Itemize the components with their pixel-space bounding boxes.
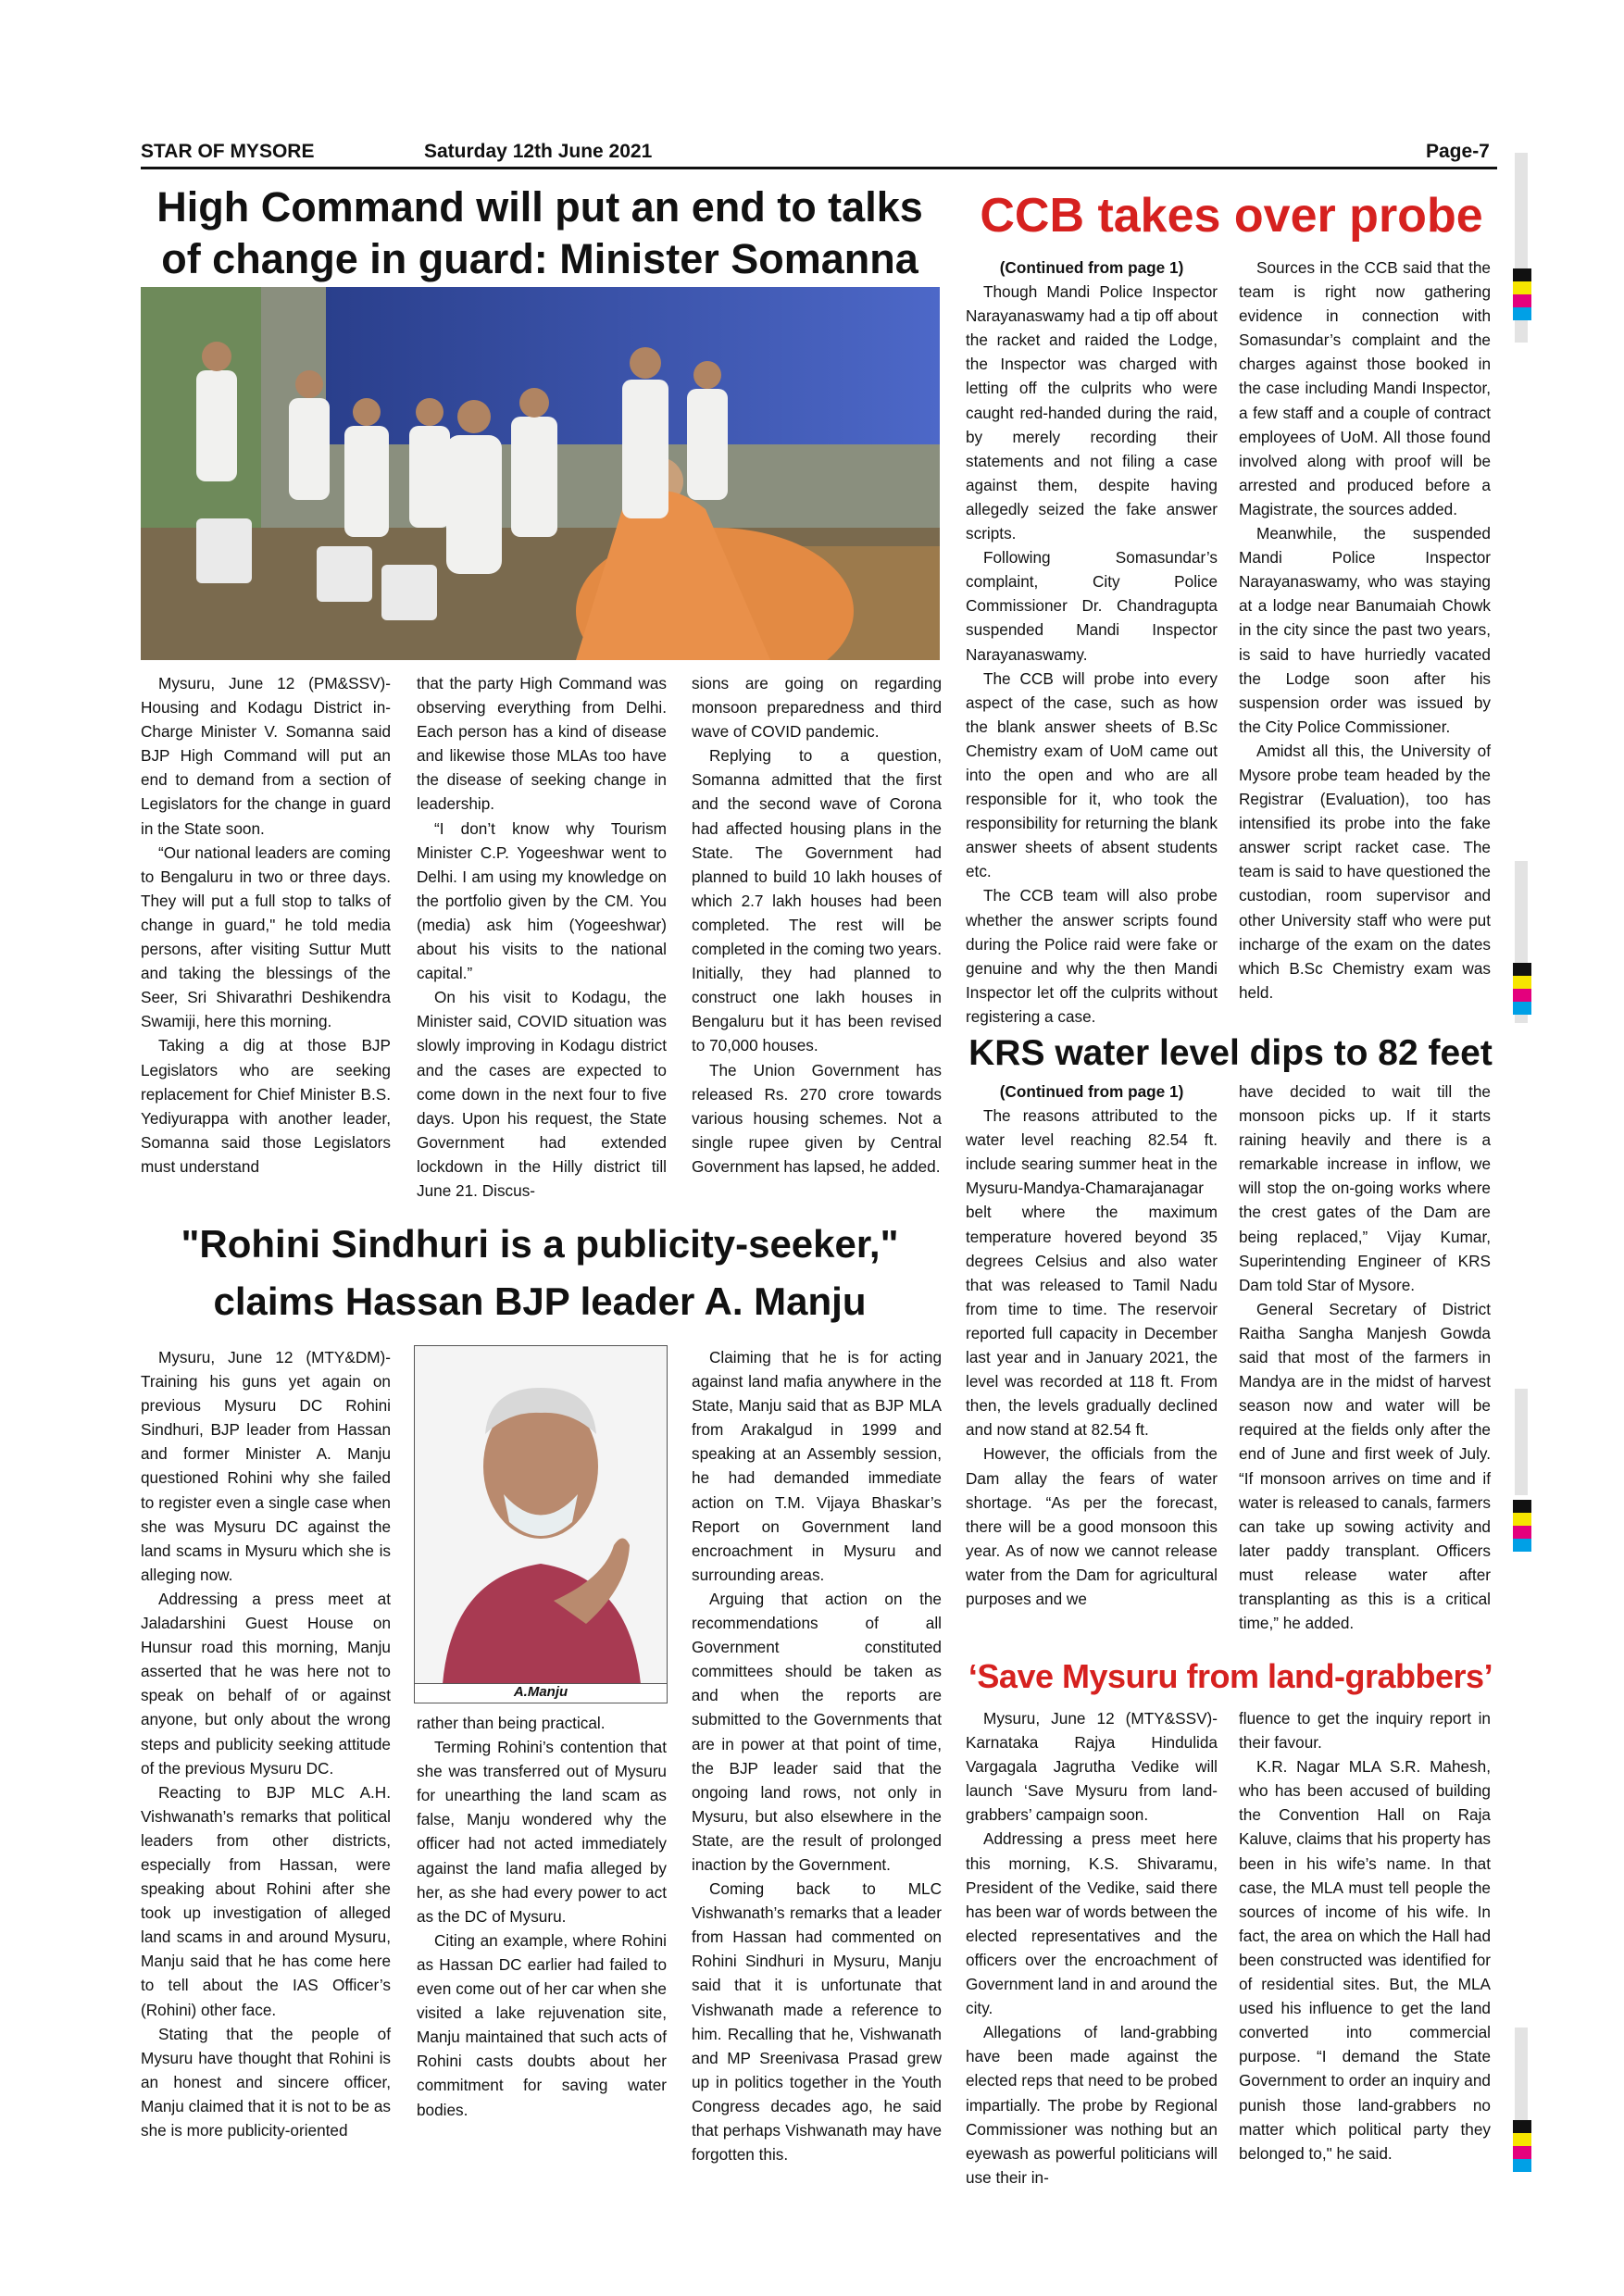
article4-column-1: Mysuru, June 12 (MTY&DM)- Training his guns yet again on previous Mysuru DC Rohini Sindhuri, BJP leader from Hassan and former Minister A. Manju questioned Rohini why she failed to register even a single case when she was Mysuru DC against the land scams in Mysuru which she is alleging now. Addressing a press meet at Jaladarshini Guest House on Hunsur road this morning, Manju asserted that he was here not to speak on behalf of or against anyone, but only about the wrong steps and publicity seeking attitude of the previous Mysuru DC. Reacting to BJP MLC A.H. Vishwanath’s remarks that political leaders from other districts, especially from Hassan, were speaking about Rohini after she took up investigation of alleged land scams in and around Mysuru, Manju said that he has come here to tell about the IAS Officer’s (Rohini) other face. Stating that the people of Mysuru have thought that Rohini is an honest and sincere officer, Manju claimed that it is not to be as she is more publicity-oriented xyxy=(141,1348,391,2140)
color-registration-marks xyxy=(1513,1500,1531,1552)
article1-headline: High Command will put an end to talks of change in guard: Minister Somanna xyxy=(156,183,923,282)
color-registration-marks xyxy=(1513,2120,1531,2172)
article4-column-2: rather than being practical. Terming Rohini’s contention that she was transferred out of Mysuru for unearthing the land scam as false, Manju wondered why the officer had not acted immediately against the land mafia alleged by her, as she had every power to act as the DC of Mysuru. Citing an example, where Rohini as Hassan DC earlier had failed to even come out of her car when she visited a lake rejuvenation site, Manju maintained that such acts of Rohini casts doubts about her commitment for saving water bodies. xyxy=(417,1714,667,2119)
portrait-photo xyxy=(415,1346,667,1684)
article2-column-2: Sources in the CCB said that the team is right now gathering evidence in connection with Somasundar’s complaint and the charges against those booked in the case including Mandi Inspector, a few staff and a couple of contract employees of UoM. All those found involved along with proof will be arrested and produced before a Magistrate, the sources added. Meanwhile, the suspended Mandi Police Inspector Narayanaswamy, who was staying at a lodge near Banumaiah Chowk in the city since the past two years, is said to have hurriedly vacated the Lodge soon after his suspension order was issued by the City Police Commissioner. Amidst all this, the University of Mysore probe team headed by the Registrar (Evaluation), too has intensified its probe into the fake answer script racket case. The team is said to have questioned the custodian, room supervisor and other University staff who were put incharge of the exam on the dates which B.Sc Chemistry exam was held. xyxy=(1239,258,1491,1002)
issue-date: Saturday 12th June 2021 xyxy=(424,141,653,162)
article5-column-2: fluence to get the inquiry report in their favour. K.R. Nagar MLA S.R. Mahesh, who has been accused of building the Convention Hall on Raja Kaluve, claims that his property has been in his wife’s name. In that case, the MLA must tell people the sources of income of his wife. In fact, the area on which the Hall had been constructed was identified for of residential sites. But, the MLA used his influence to get the land converted into commercial purpose. “I demand the State Government to order an inquiry and punish those land-grabbers no matter which political party they belonged to," he said. xyxy=(1239,1709,1491,2163)
article4-column-3: Claiming that he is for acting against land mafia anywhere in the State, Manju said that as BJP MLA from Arakalgud in 1999 and speaking at an Assembly session, he had demanded immediate action on T.M. Vijaya Bhaskar’s Report on Government land encroachment in Mysuru and surrounding areas. Arguing that action on the recommendations of all Government constituted committees should be taken as and when the reports are submitted to the Governments that are in power at that point of time, the BJP leader said that the ongoing land rows, not only in Mysuru, but also elsewhere in the State, are the result of prolonged inaction by the Government. Coming back to MLC Vishwanath’s remarks that a leader from Hassan had commented on Rohini Sindhuri in Mysuru, Manju said that it is unfortunate that Vishwanath made a reference to him. Recalling that he, Vishwanath and MP Sreenivasa Prasad grew up in politics together in the Youth Congress decades ago, he said that perhaps Vishwanath may have forgotten this. xyxy=(692,1348,942,2165)
article1-column-2: that the party High Command was observing everything from Delhi. Each person has a kind of disease and likewise those MLAs too have the disease of seeking change in leadership. “I don’t know why Tourism Minister C.P. Yogeeshwar went to Delhi. I am using my knowledge on the portfolio given by the CM. You (media) ask him (Yogeeshwar) about his visits to the national capital.” On his visit to Kodagu, the Minister said, COVID situation was slowly improving in Kodagu district and the cases are expected to come down in the next four to five days. Upon his request, the State Government had extended lockdown in the Hilly district till June 21. Discus- xyxy=(417,674,667,1200)
margin-bar xyxy=(1515,1389,1528,1495)
masthead-name: STAR OF MYSORE xyxy=(141,141,315,162)
article5-column-1: Mysuru, June 12 (MTY&SSV)- Karnataka Rajya Hindulida Vargagala Jagrutha Vedike will launch ‘Save Mysuru from land-grabbers’ campaign soon. Addressing a press meet here this morning, K.S. Shivaramu, President of the Vedike, said there has been war of words between the elected representatives and the officers over the encroachment of Government land in and around the city. Allegations of land-grabbing have been made against the elected reps that need to be probed impartially. The probe by Regional Commissioner was nothing but an eyewash as powerful politicians will use their in- xyxy=(966,1709,1218,2187)
article3-column-2: have decided to wait till the monsoon picks up. If it starts raining heavily and there is a remarkable increase in inflow, we will stop the on-going works where the crest gates of the Dam are being replaced,” Vijay Kumar, Superintending Engineer of KRS Dam told Star of Mysore. General Secretary of District Raitha Sangha Manjesh Gowda said that most of the farmers in Mandya are in the midst of harvest season now and water will be required at the fields only after the end of June and first week of July. “If monsoon arrives on time and if water is released to canals, farmers can take up sowing activity and later paddy transplant. Officers must release water after transplanting as this is a critical time,” he added. xyxy=(1239,1082,1491,1633)
header-rule xyxy=(141,167,1497,169)
margin-bar xyxy=(1515,2028,1528,2125)
article1-column-3: sions are going on regarding monsoon preparedness and third wave of COVID pandemic. Replying to a question, Somanna admitted that the first and the second wave of Corona had affected housing plans in the State. The Government had planned to build 10 lakh houses of which 2.7 lakh houses had been completed. The rest will be completed in the coming two years. Initially, they had planned to construct one lakh houses in Bengaluru but it has been revised to 70,000 houses. The Union Government has released Rs. 270 crore towards various housing schemes. Not a single rupee given by Central Government has lapsed, he added. xyxy=(692,674,942,1176)
article4-headline: "Rohini Sindhuri is a publicity-seeker," claims Hassan BJP leader A. Manju xyxy=(181,1222,899,1323)
photo-caption: A.Manju xyxy=(415,1683,667,1703)
article3-headline: KRS water level dips to 82 feet xyxy=(968,1033,1493,1073)
article1-photo xyxy=(141,287,940,660)
article2-headline: CCB takes over probe xyxy=(980,189,1483,243)
article4-photo-frame xyxy=(414,1345,668,1703)
article2-column-1: (Continued from page 1) Though Mandi Police Inspector Narayanaswamy had a tip off about the racket and raided the Lodge, the Inspector was charged with letting off the culprits who were caught red-handed during the raid, by merely recording their statements and not filing a case against them, despite having allegedly seized the fake answer scripts. Following Somasundar’s complaint, City Police Commissioner Dr. Chandragupta suspended Mandi Inspector Narayanaswamy. The CCB will probe into every aspect of the case, such as how the blank answer sheets of B.Sc Chemistry exam of UoM came out into the open and who are all responsible for it, who took the responsibility for returning the blank answer sheets of absent students etc. The CCB team will also probe whether the answer scripts found during the Police raid were fake or genuine and why the then Mandi Inspector let off the culprits without registering a case. xyxy=(966,258,1218,1026)
color-registration-marks xyxy=(1513,268,1531,320)
color-registration-marks xyxy=(1513,963,1531,1015)
article1-column-1: Mysuru, June 12 (PM&SSV)- Housing and Kodagu District in-Charge Minister V. Somanna said BJP High Command will put an end to demand from a section of Legislators for the change in guard in the State soon. “Our national leaders are coming to Bengaluru in two or three days. They will put a full stop to talks of change in guard," he told media persons, after visiting Suttur Mutt and taking the blessings of the Seer, Sri Shivarathri Deshikendra Swamiji, here this morning. Taking a dig at those BJP Legislators who are seeking replacement for Chief Minister B.S. Yediyurappa with another leader, Somanna said those Legislators must understand xyxy=(141,674,391,1176)
article5-headline: ‘Save Mysuru from land-grabbers’ xyxy=(968,1657,1493,1695)
article3-column-1: (Continued from page 1) The reasons attributed to the water level reaching 82.54 ft. include searing summer heat in the Mysuru-Mandya-Chamarajanagar belt where the maximum temperature hovered beyond 35 degrees Celsius and also water that was released to Tamil Nadu from time to time. The reservoir reported full capacity in December last year and in January 2021, the level was recorded at 118 ft. From then, the levels gradually declined and now stand at 82.54 ft. However, the officials from the Dam allay the fears of water shortage. “As per the forecast, there will be a good monsoon this year. As of now we cannot release water from the Dam for agricultural purposes and we xyxy=(966,1082,1218,1608)
page-number: Page-7 xyxy=(1426,141,1490,162)
